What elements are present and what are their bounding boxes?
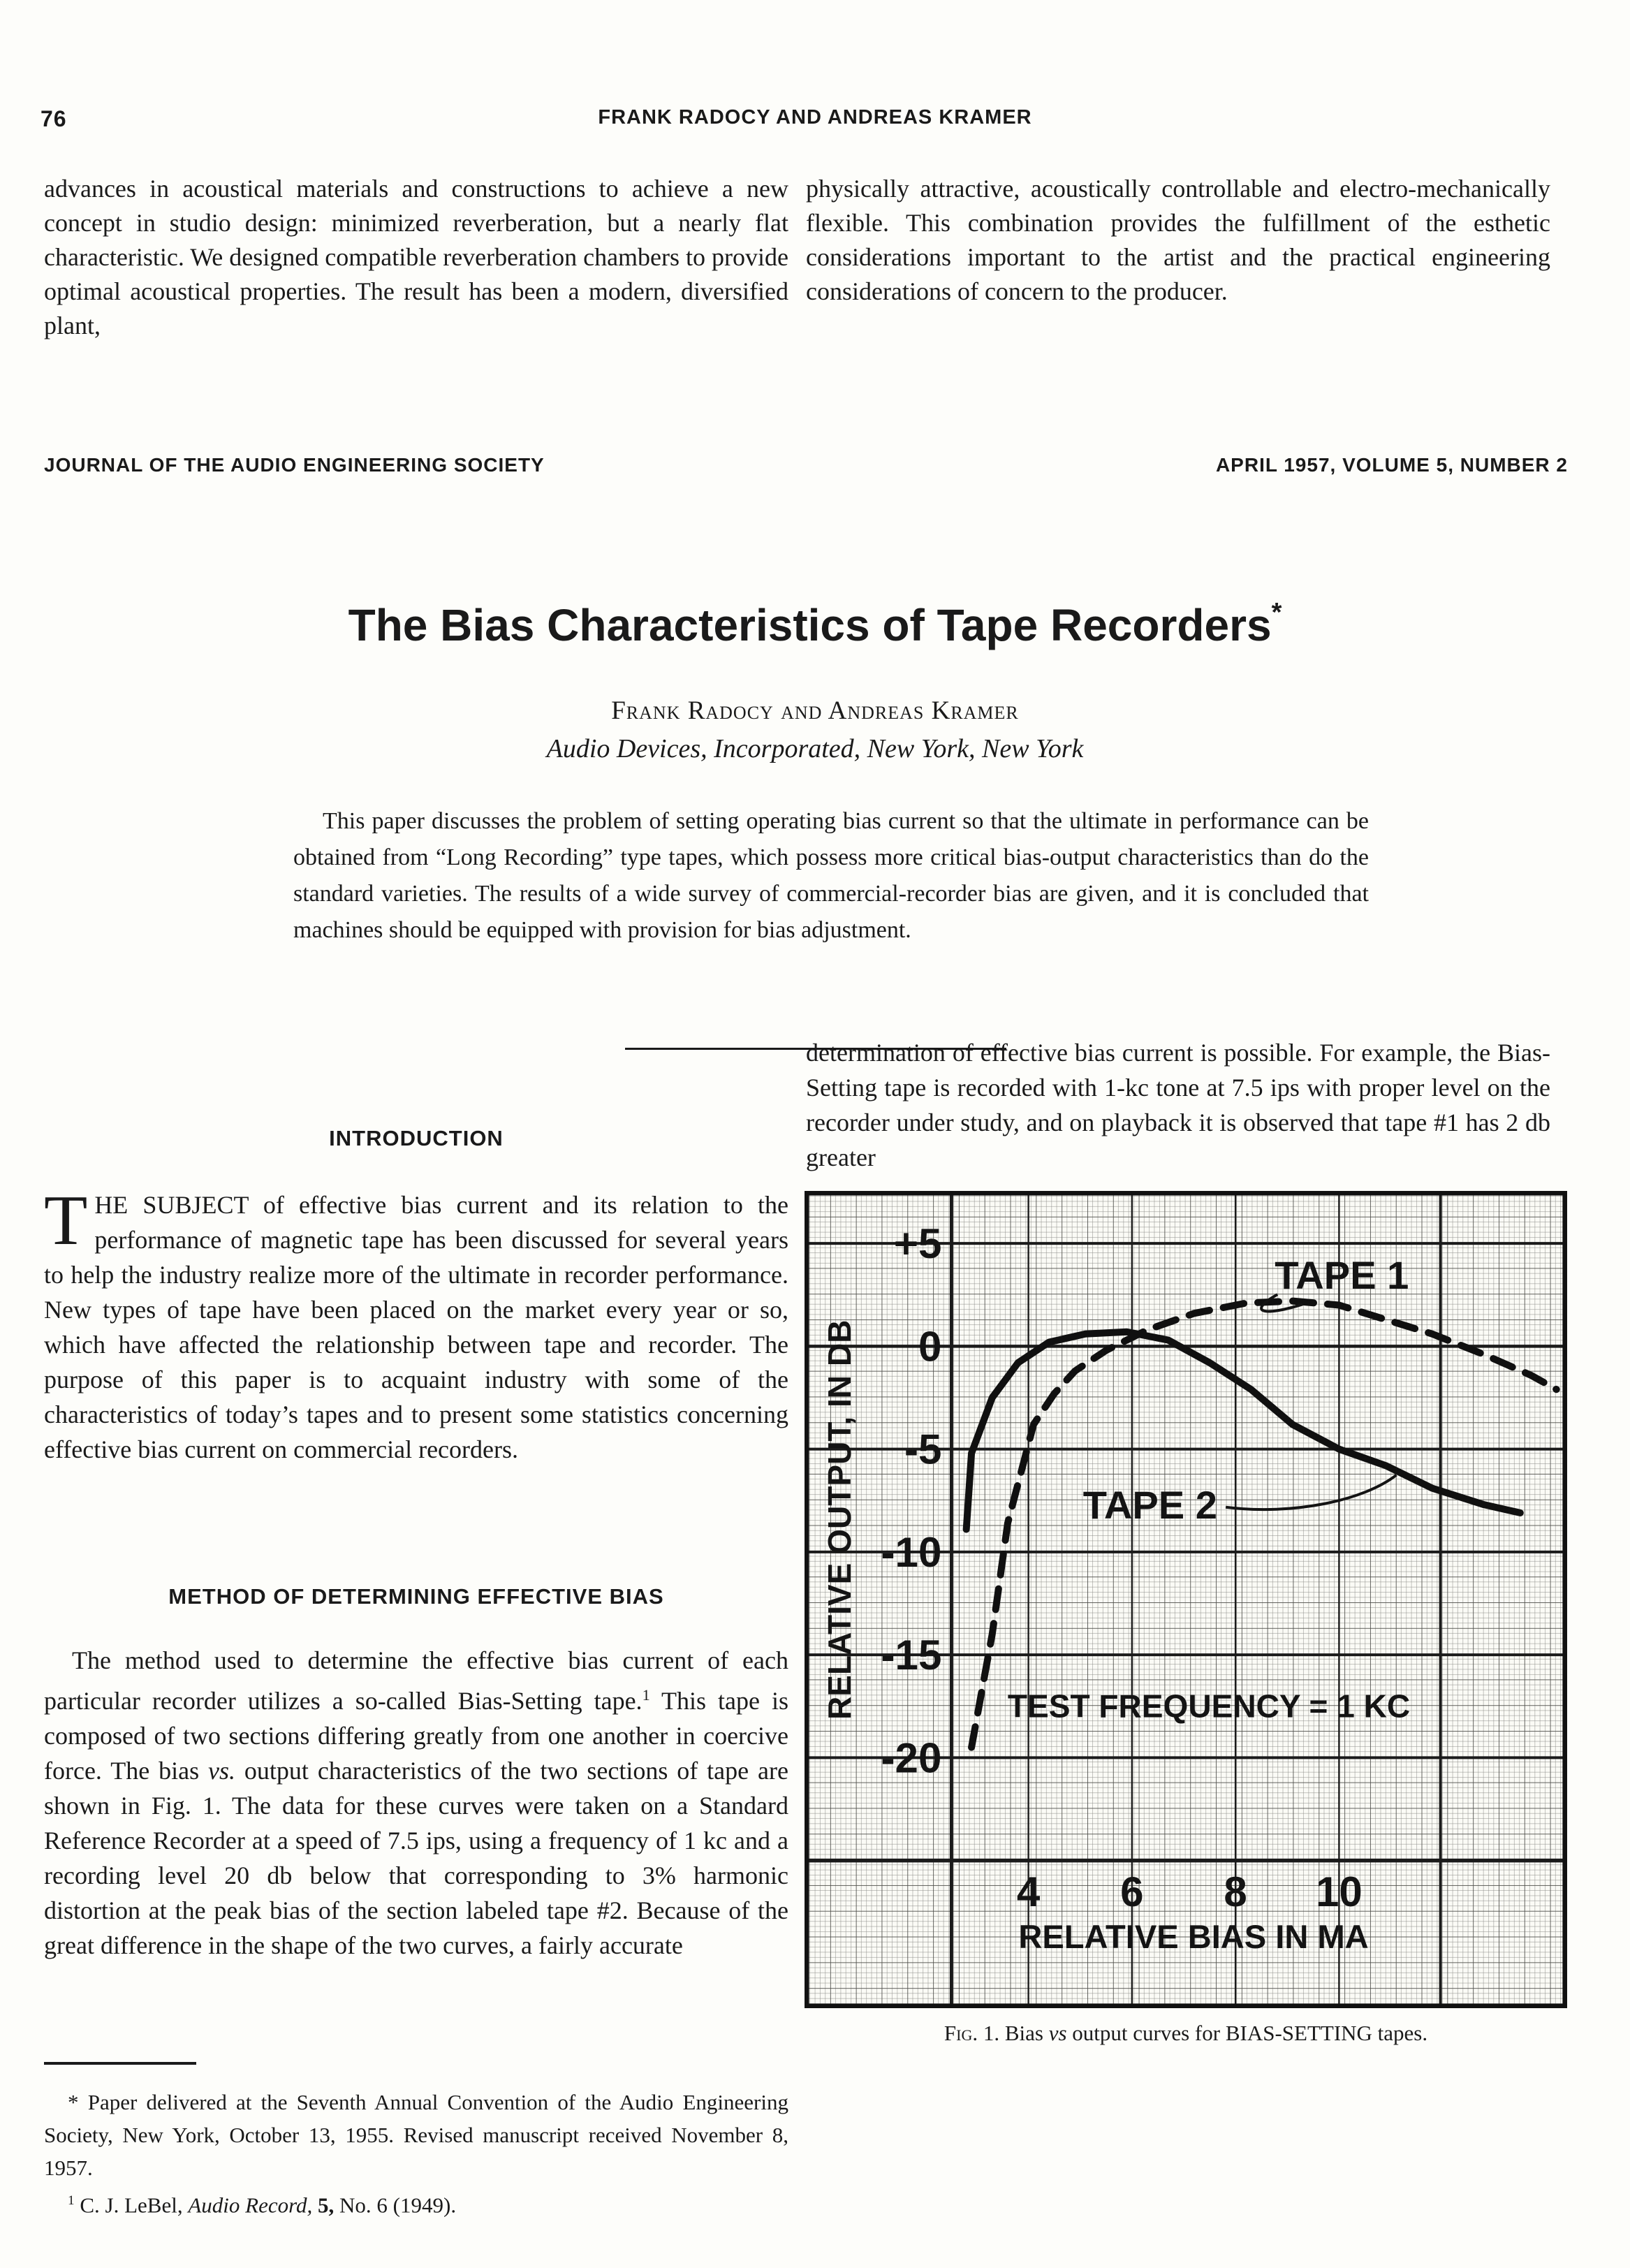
section-heading-introduction: INTRODUCTION — [329, 1126, 504, 1150]
article-title: The Bias Characteristics of Tape Recorders* — [348, 598, 1282, 650]
method-p1: The method used to determine the effective bias current of each particular recorder utilizes a so-called Bias-Setting tape. — [44, 1646, 788, 1715]
tape-1-label: TAPE 1 — [1275, 1253, 1409, 1298]
figure-1 — [805, 1191, 1567, 2008]
carryover-right-column: physically attractive, acoustically controllable and electro-mechanically flexible. This combination provides the fulfillment of the esthetic considerations important to the artist and the practical engineering considerations of concern to the producer. — [806, 175, 1550, 305]
page-number: 76 — [41, 106, 67, 131]
title-footnote-marker: * — [1271, 598, 1282, 627]
drop-cap: T — [44, 1181, 88, 1260]
svg-text:-5: -5 — [904, 1426, 942, 1473]
carryover-left-column: advances in acoustical materials and constructions to achieve a new concept in studio design: minimized reverberation, but a nearly flat characteristic. We designed compatible reverberation chambers to provide optimal acoustical properties. The result has been a modern, diversified plant, — [44, 175, 788, 339]
method-p2: This tape is composed of two sections differing greatly from one another in coercive force. The bias — [44, 1687, 788, 1785]
y-axis-label: RELATIVE OUTPUT, IN DB — [821, 1319, 858, 1720]
right-column-paragraph: determination of effective bias current is possible. For example, the Bias-Setting tape is recorded with 1-kc tone at 7.5 ips with proper level on the recorder under study, and on playback it is observed that tape #1 has 2 db greater — [806, 1039, 1550, 1171]
section-heading-method: METHOD OF DETERMINING EFFECTIVE BIAS — [168, 1584, 664, 1609]
figure-caption: Fig. 1. Bias vs output curves for BIAS-SETTING tapes. — [944, 2021, 1428, 2045]
intro-body: of effective bias current and its relation to the performance of magnetic tape has been discussed for several years to help the industry realize more of the ultimate in recorder performance. New types of tape have been placed on the market every year or so, which have affected the relationship between tape and recorder. The purpose of this paper is to acquaint industry with some of the characteristics of today’s tapes and to present some statistics concerning effective bias current on commercial recorders. — [44, 1191, 788, 1463]
method-paragraph — [44, 1643, 788, 1963]
svg-text:+5: +5 — [893, 1220, 942, 1268]
footnote-reference-1: $^1$ C. J. LeBel, Audio Record, 5, No. 6 (1949). — [68, 2193, 457, 2218]
test-frequency-annotation: TEST FREQUENCY = 1 KC — [1007, 1688, 1411, 1725]
authors: Frank Radocy and Andreas Kramer — [611, 696, 1019, 725]
running-head: FRANK RADOCY AND ANDREAS KRAMER — [598, 106, 1032, 129]
method-vs: vs. — [208, 1757, 235, 1785]
caption-figno: Fig. 1. — [944, 2021, 1000, 2045]
svg-text:-20: -20 — [881, 1734, 942, 1782]
footnote-rule — [44, 2062, 196, 2065]
footnotes — [44, 2086, 788, 2221]
intro-lead: HE SUBJECT — [94, 1191, 249, 1219]
footnote-star: * Paper delivered at the Seventh Annual Convention of the Audio Engineering Society, New York, October 13, 1955. Revised manuscript received November 8, 1957. — [44, 2090, 788, 2180]
x-axis-label: RELATIVE BIAS IN MA — [1018, 1917, 1369, 1955]
tape-2-label: TAPE 2 — [1082, 1482, 1217, 1527]
affiliation: Audio Devices, Incorporated, New York, New York — [546, 734, 1084, 763]
svg-text:6: 6 — [1120, 1868, 1144, 1915]
footnote-ref-1: 1 — [642, 1686, 650, 1704]
journal-line — [44, 454, 1568, 476]
bias-output-chart — [805, 1191, 1567, 2008]
journal-name: JOURNAL OF THE AUDIO ENGINEERING SOCIETY — [44, 454, 545, 476]
svg-text:8: 8 — [1224, 1868, 1247, 1915]
introduction-paragraph — [44, 1181, 788, 1467]
issue-info: APRIL 1957, VOLUME 5, NUMBER 2 — [1215, 454, 1568, 476]
svg-text:10: 10 — [1315, 1868, 1363, 1915]
svg-text:-15: -15 — [881, 1632, 942, 1679]
abstract: This paper discusses the problem of setting operating bias current so that the ultimate in performance can be obtained from “Long Recording” type tapes, which possess more critical bias-output characteristics than do the standard varieties. The results of a wide survey of commercial-recorder bias are given, and it is concluded that machines should be equipped with provision for bias adjustment. — [293, 808, 1369, 943]
svg-text:4: 4 — [1016, 1868, 1041, 1915]
svg-text:-10: -10 — [881, 1528, 942, 1576]
method-p3: output characteristics of the two sections of tape are shown in Fig. 1. The data for these curves were taken on a Standard Reference Recorder at a speed of 7.5 ips, using a frequency of 1 kc and a recording level 20 db below that corresponding to 3% harmonic distortion at the peak bias of the section labeled tape #2. Because of the great difference in the shape of the two curves, a fairly accurate — [44, 1757, 788, 1959]
svg-text:0: 0 — [918, 1323, 942, 1370]
